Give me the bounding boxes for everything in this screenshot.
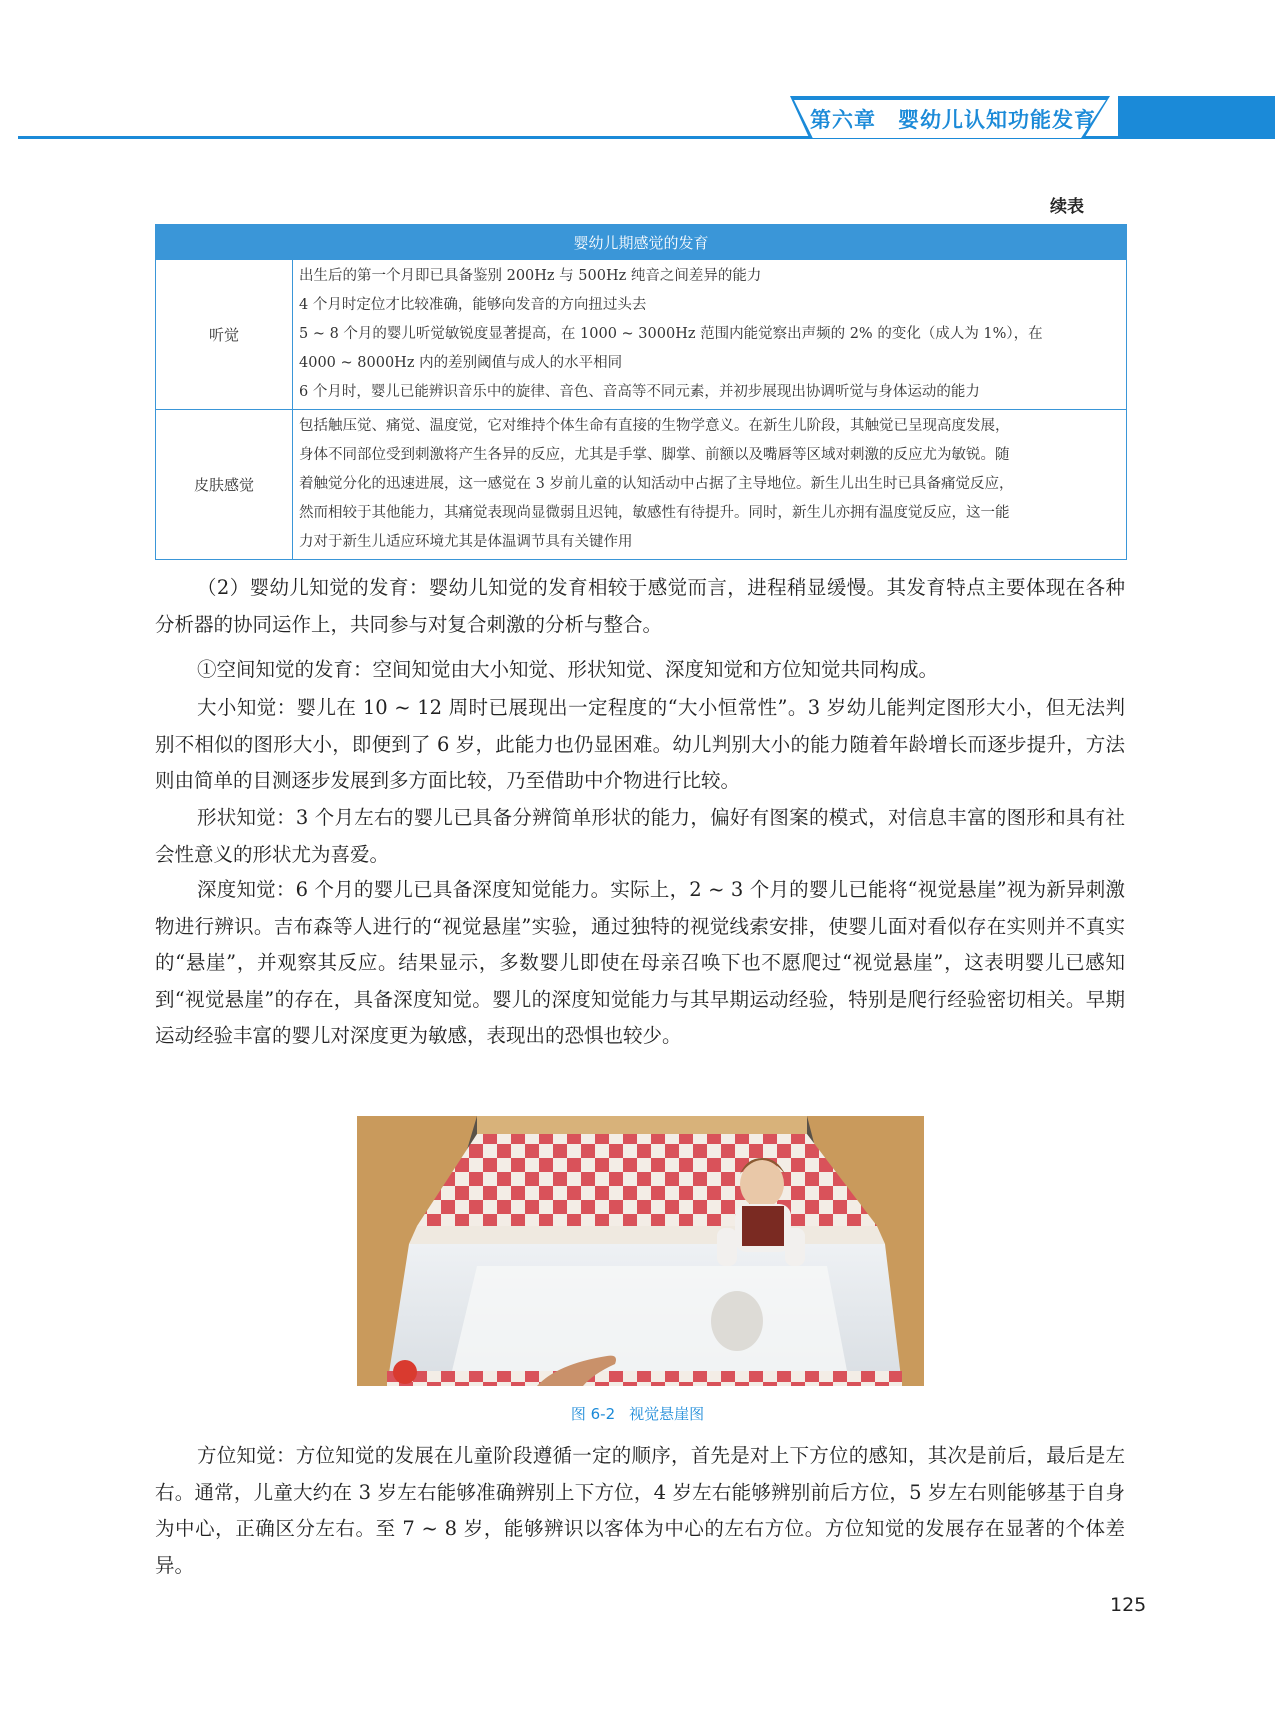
table-line: 5 ~ 8 个月的婴儿听觉敏锐度显著提高，在 1000 ~ 3000Hz 范围内能觉察出声频的 2% 的变化（成人为 1%），在 xyxy=(299,326,1043,342)
figure-number: 图 6-2 xyxy=(570,1405,616,1423)
table-line: 然而相较于其他能力，其痛觉表现尚显微弱且迟钝，敏感性有待提升。同时，新生儿亦拥有温度觉反应，这一能 xyxy=(299,505,1010,521)
table-line: 4 个月时定位才比较准确，能够向发音的方向扭过头去 xyxy=(299,297,647,313)
sense-development-table xyxy=(155,224,1127,560)
paragraph-shape: 形状知觉：3 个月左右的婴儿已具备分辨简单形状的能力，偏好有图案的模式，对信息丰富的图形和具有社会性意义的形状尤为喜爱。 xyxy=(155,806,1125,866)
chapter-number: 第六章 xyxy=(810,108,876,132)
figure-caption xyxy=(0,1403,1275,1424)
paragraph-direction: 方位知觉：方位知觉的发展在儿童阶段遵循一定的顺序，首先是对上下方位的感知，其次是前后，最后是左右。通常，儿童大约在 3 岁左右能够准确辨别上下方位，4 岁左右能够辨别前后方位，5 岁左右则能够基于自身为中心，正确区分左右。至 7 ~ 8 岁，能够辨识以客体为中心的左右方位。方位知觉的发展存在显著的个体差异。 xyxy=(155,1444,1125,1577)
row-content-skin xyxy=(293,410,1127,560)
table-line: 包括触压觉、痛觉、温度觉，它对维持个体生命有直接的生物学意义。在新生儿阶段，其触觉已呈现高度发展， xyxy=(299,418,1010,434)
figure-title: 视觉悬崖图 xyxy=(629,1405,705,1423)
continued-label: 续表 xyxy=(1050,197,1084,217)
table-line: 4000 ~ 8000Hz 内的差别阈值与成人的水平相同 xyxy=(299,355,623,371)
chapter-name: 婴幼儿认知功能发育 xyxy=(898,108,1096,132)
table-line: 身体不同部位受到刺激将产生各异的反应，尤其是手掌、脚掌、前额以及嘴唇等区域对刺激的反应尤为敏锐。随 xyxy=(299,447,1010,463)
table-row xyxy=(156,410,1127,560)
header-rule xyxy=(18,136,1275,139)
row-content-hearing xyxy=(293,260,1127,410)
paragraph-size: 大小知觉：婴儿在 10 ~ 12 周时已展现出一定程度的“大小恒常性”。3 岁幼儿能判定图形大小，但无法判别不相似的图形大小，即便到了 6 岁，此能力也仍显困难。幼儿判别大小的能力随着年龄增长而逐步提升，方法则由简单的目测逐步发展到多方面比较，乃至借助中介物进行比较。 xyxy=(155,696,1125,792)
visual-cliff-photo xyxy=(357,1116,924,1386)
row-label-hearing: 听觉 xyxy=(156,260,293,410)
row-label-skin: 皮肤感觉 xyxy=(156,410,293,560)
paragraph-depth: 深度知觉：6 个月的婴儿已具备深度知觉能力。实际上，2 ~ 3 个月的婴儿已能将“视觉悬崖”视为新异刺激物进行辨识。吉布森等人进行的“视觉悬崖”实验，通过独特的视觉线索安排，使婴儿面对看似存在实则并不真实的“悬崖”，并观察其反应。结果显示，多数婴儿即使在母亲召唤下也不愿爬过“视觉悬崖”，这表明婴儿已感知到“视觉悬崖”的存在，具备深度知觉。婴儿的深度知觉能力与其早期运动经验，特别是爬行经验密切相关。早期运动经验丰富的婴儿对深度更为敏感，表现出的恐惧也较少。 xyxy=(155,878,1125,1047)
table-line: 力对于新生儿适应环境尤其是体温调节具有关键作用 xyxy=(299,534,633,550)
page-number: 125 xyxy=(1110,1594,1147,1616)
header-banner-tail xyxy=(1118,96,1275,138)
paragraph-spatial: ①空间知觉的发育：空间知觉由大小知觉、形状知觉、深度知觉和方位知觉共同构成。 xyxy=(197,658,939,681)
table-line: 出生后的第一个月即已具备鉴别 200Hz 与 500Hz 纯音之间差异的能力 xyxy=(299,268,762,284)
paragraph-perception: （2）婴幼儿知觉的发育：婴幼儿知觉的发育相较于感觉而言，进程稍显缓慢。其发育特点主要体现在各种分析器的协同运作上，共同参与对复合刺激的分析与整合。 xyxy=(155,576,1125,636)
table-heading: 婴幼儿期感觉的发育 xyxy=(156,225,1127,260)
table-row xyxy=(156,260,1127,410)
table-line: 6 个月时，婴儿已能辨识音乐中的旋律、音色、音高等不同元素，并初步展现出协调听觉与身体运动的能力 xyxy=(299,384,980,400)
chapter-title xyxy=(810,104,1096,134)
table-line: 着触觉分化的迅速进展，这一感觉在 3 岁前儿童的认知活动中占据了主导地位。新生儿出生时已具备痛觉反应， xyxy=(299,476,1014,492)
